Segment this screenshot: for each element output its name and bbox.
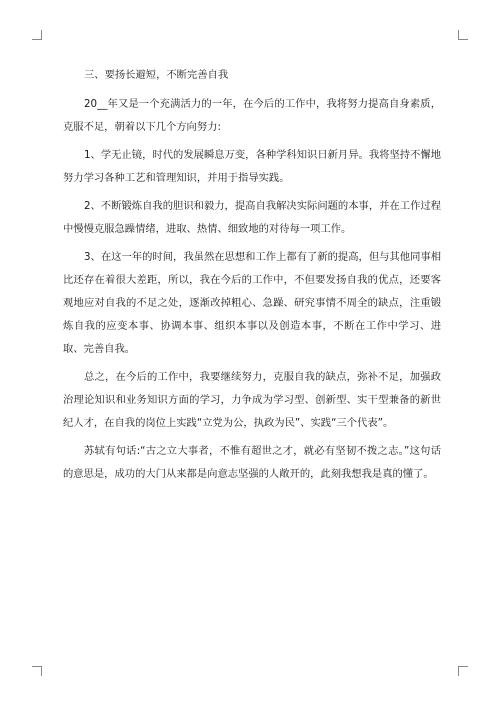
- paragraph-intro: 20__年又是一个充满活力的一年，在今后的工作中，我将努力提高自身素质，克服不足，朝着以下几个方向努力:: [63, 98, 441, 133]
- paragraph-point-3: 3、在这一年的时间，我虽然在思想和工作上都有了新的提高，但与其他同事相比还存在着很大差距，所以，我在今后的工作中，不但要发扬自我的优点，还要客观地应对自我的不足之处，逐渐改掉粗心、急躁、研究事情不周全的缺点，注重锻炼自我的应变本事、协调本事、组织本事以及创造本事，不断在工作中学习、进取、完善自我。: [63, 251, 441, 355]
- document-body: [63, 64, 441, 491]
- crop-mark-top-right: [458, 30, 468, 40]
- paragraph-summary: 总之，在今后的工作中，我要继续努力，克服自我的缺点，弥补不足，加强政治理论知识和业务知识方面的学习，力争成为学习型、创新型、实干型兼备的新世纪人才，在自我的岗位上实践“立党为公，执政为民”、实践“三个代表”。: [63, 371, 441, 429]
- crop-mark-top-left: [32, 30, 42, 40]
- paragraph-quote: 苏轼有句话:“古之立大事者，不惟有超世之才，就必有坚韧不拨之志。”这句话的意思是，成功的大门从来都是向意志坚强的人敞开的，此刻我想我是真的懂了。: [63, 445, 441, 480]
- section-heading: 三、要扬长避短，不断完善自我: [84, 69, 229, 81]
- paragraph-point-2: 2、不断锻炼自我的胆识和毅力，提高自我解决实际问题的本事，并在工作过程中慢慢克服急躁情绪，进取、热情、细致地的对待每一项工作。: [63, 200, 441, 235]
- paragraph-point-1: 1、学无止镜，时代的发展瞬息万变，各种学科知识日新月异。我将坚持不懈地努力学习各种工艺和管理知识，并用于指导实践。: [63, 149, 441, 184]
- crop-mark-bottom-left: [32, 666, 42, 676]
- crop-mark-bottom-right: [458, 666, 468, 676]
